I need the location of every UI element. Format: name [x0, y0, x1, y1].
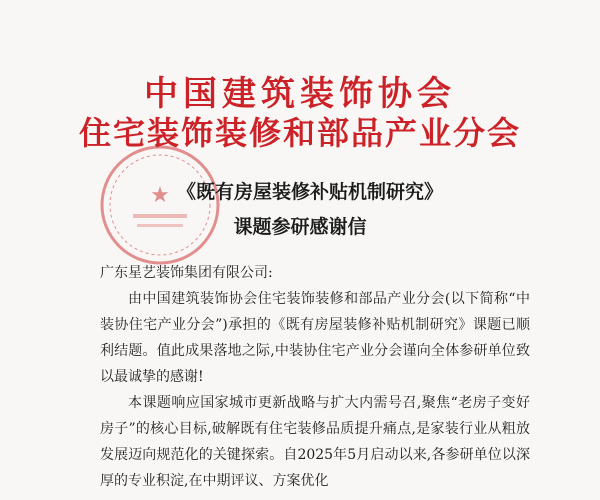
svg-text:★: ★: [150, 183, 170, 208]
letter-body: [100, 260, 530, 494]
paragraph-1: 由中国建筑装饰协会住宅装饰装修和部品产业分会(以下简称“中装协住宅产业分会”)承担的《既有房屋装修补贴机制研究》课题已顺利结题。值此成果落地之际,中装协住宅产业分会谨向全体参研单位致以最诚挚的感谢!: [100, 291, 530, 385]
branch-name: 住宅装饰装修和部品产业分会: [78, 114, 521, 152]
letter-title: 《既有房屋装修补贴机制研究》: [176, 181, 443, 203]
salutation: 广东星艺装饰集团有限公司:: [100, 265, 273, 281]
paragraph-2: 本课题响应国家城市更新战略与扩大内需号召,聚焦“老房子变好房子”的核心目标,破解既有住宅装修品质提升痛点,是家装行业从粗放发展迈向规范化的关键探索。自2025年5月启动以来,各参研单位以深厚的专业积淀,在中期评议、方案优化: [100, 395, 530, 489]
official-seal-stamp: [95, 140, 225, 270]
letter-subtitle: 课题参研感谢信: [233, 216, 367, 238]
organization-name: 中国建筑装饰协会: [144, 74, 456, 114]
